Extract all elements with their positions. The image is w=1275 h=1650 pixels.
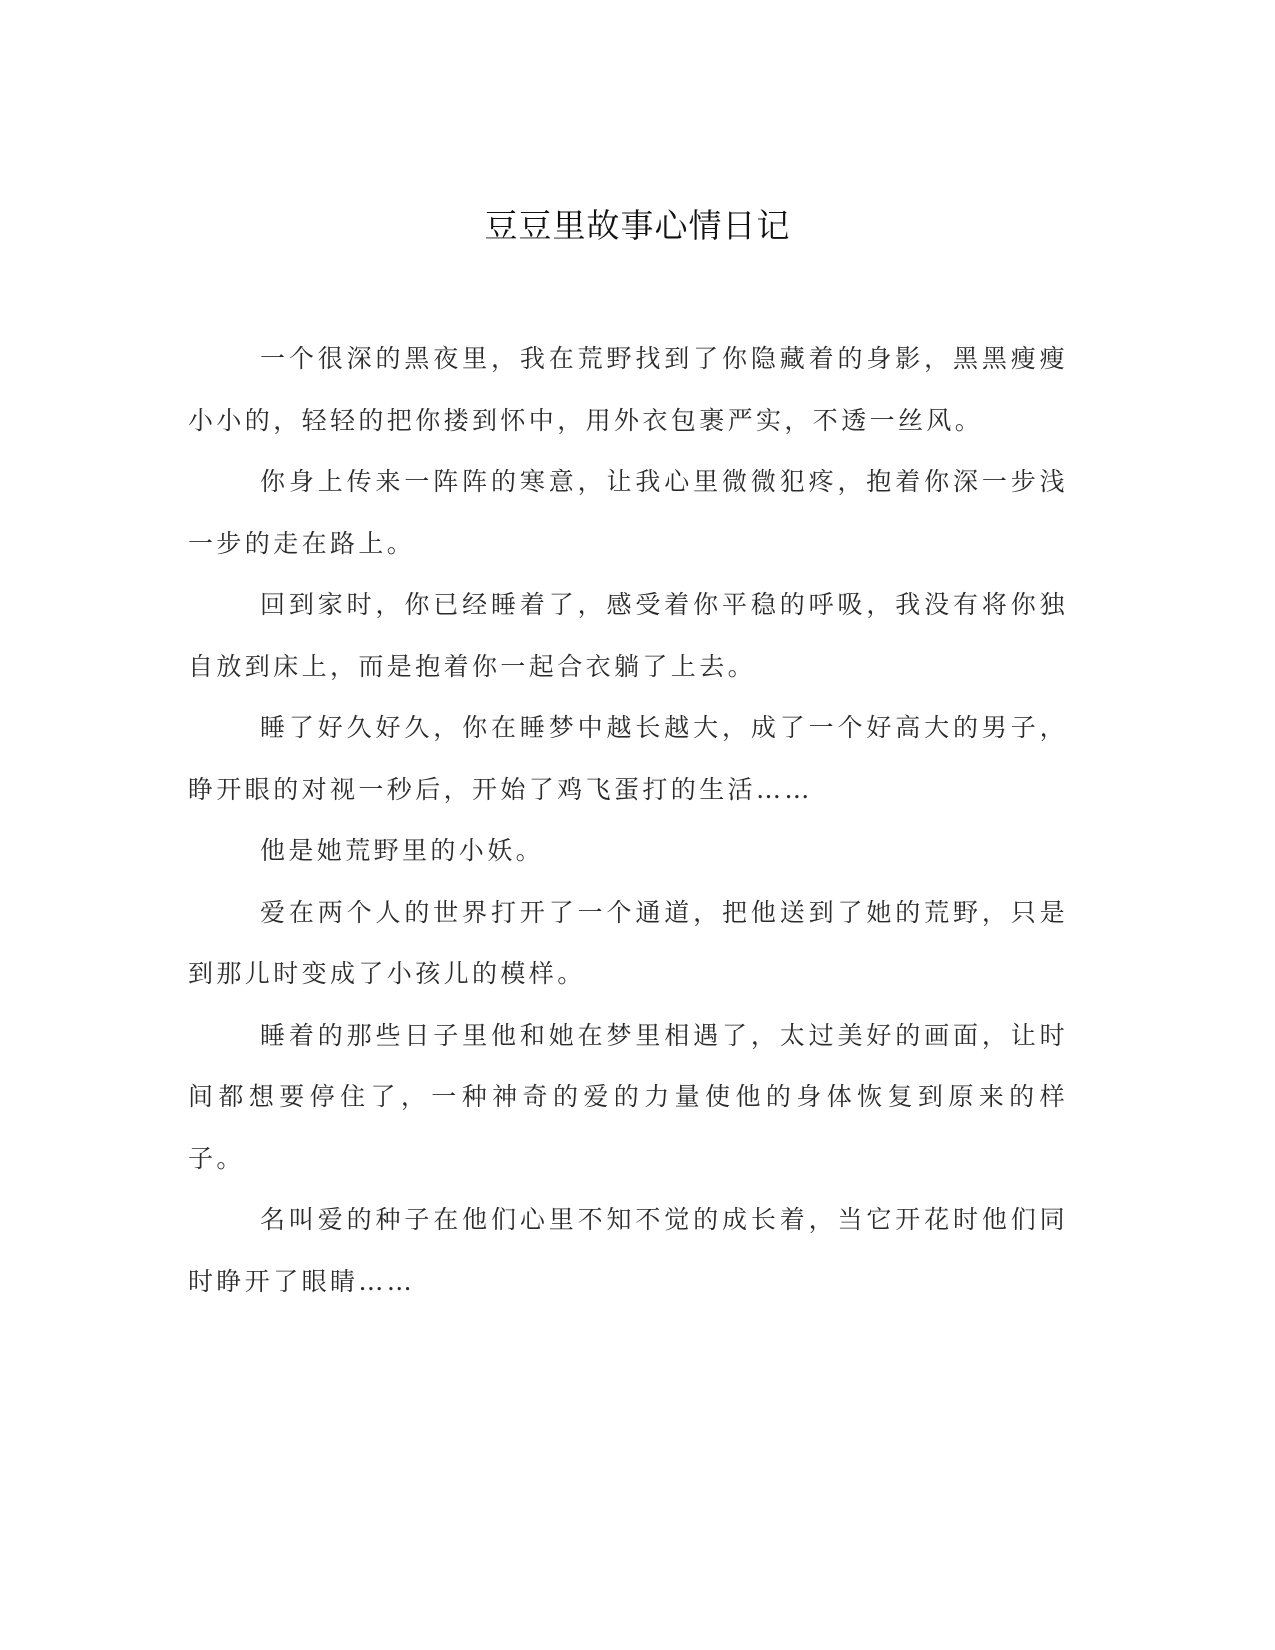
paragraph: 一个很深的黑夜里，我在荒野找到了你隐藏着的身影，黑黑瘦瘦小小的，轻轻的把你搂到怀中，用外衣包裹严实，不透一丝风。 — [188, 344, 1068, 435]
paragraph: 睡着的那些日子里他和她在梦里相遇了，太过美好的画面，让时间都想要停住了，一种神奇的爱的力量使他的身体恢复到原来的样子。 — [188, 1020, 1068, 1173]
paragraph: 名叫爱的种子在他们心里不知不觉的成长着，当它开花时他们同时睁开了眼睛…… — [188, 1205, 1068, 1296]
paragraph: 睡了好久好久，你在睡梦中越长越大，成了一个好高大的男子，睁开眼的对视一秒后，开始了鸡飞蛋打的生活…… — [188, 713, 1068, 804]
paragraph: 你身上传来一阵阵的寒意，让我心里微微犯疼，抱着你深一步浅一步的走在路上。 — [188, 467, 1068, 558]
page-title: 豆豆里故事心情日记 — [484, 206, 791, 245]
paragraph: 爱在两个人的世界打开了一个通道，把他送到了她的荒野，只是到那儿时变成了小孩儿的模样。 — [188, 897, 1068, 988]
paragraph: 回到家时，你已经睡着了，感受着你平稳的呼吸，我没有将你独自放到床上，而是抱着你一起合衣躺了上去。 — [188, 590, 1068, 681]
document-body — [188, 328, 1068, 1312]
paragraph: 他是她荒野里的小妖。 — [260, 836, 545, 865]
